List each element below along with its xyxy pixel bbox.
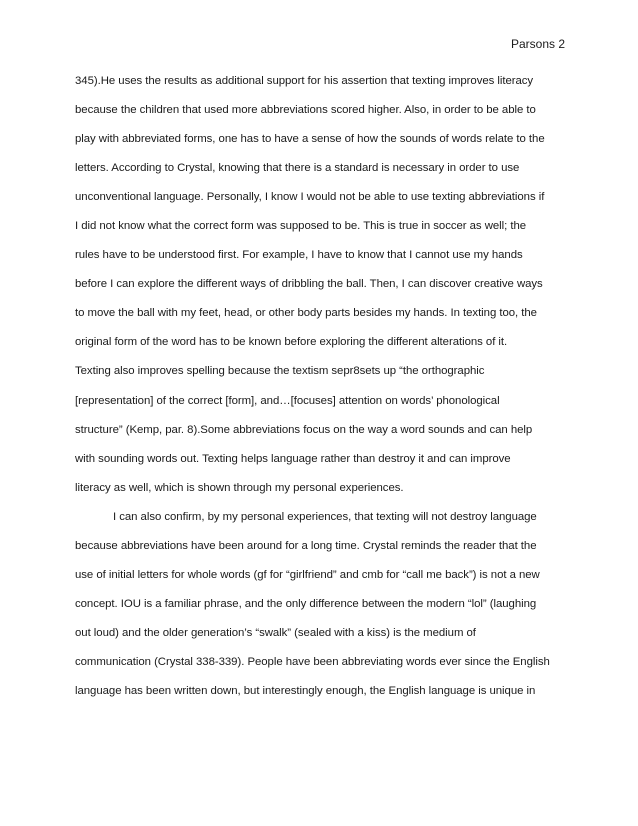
text-line: [representation] of the correct [form], and…[focuses] attention on words’ phonological (75, 394, 500, 407)
text-line: 345).He uses the results as additional support for his assertion that texting improves literacy (75, 75, 534, 87)
text-line: I did not know what the correct form was supposed to be. This is true in soccer as well; the (75, 220, 527, 233)
text-line: concept. IOU is a familiar phrase, and the only difference between the modern “lol” (laughing (75, 597, 537, 610)
text-line: literacy as well, which is shown through my personal experiences. (75, 481, 404, 494)
text-line: out loud) and the older generation’s “swalk” (sealed with a kiss) is the medium of (75, 626, 476, 639)
text-line: original form of the word has to be known before exploring the different alterations of it. (75, 336, 508, 349)
running-head: Parsons 2 (510, 37, 565, 51)
text-line: because abbreviations have been around for a long time. Crystal reminds the reader that the (75, 539, 537, 552)
text-line: unconventional language. Personally, I know I would not be able to use texting abbreviations if (75, 191, 545, 204)
text-line: before I can explore the different ways of dribbling the ball. Then, I can discover creative ways (75, 278, 543, 291)
text-line: letters. According to Crystal, knowing that there is a standard is necessary in order to use (75, 162, 520, 175)
text-line: rules have to be understood first. For example, I have to know that I cannot use my hands (75, 249, 523, 262)
text-line: because the children that used more abbreviations scored higher. Also, in order to be able to (75, 104, 536, 117)
text-line: play with abbreviated forms, one has to have a sense of how the sounds of words relate to the (75, 133, 545, 146)
text-line: to move the ball with my feet, head, or other body parts besides my hands. In texting too, the (75, 307, 537, 320)
text-line: with sounding words out. Texting helps language rather than destroy it and can improve (75, 452, 511, 465)
text-line: Texting also improves spelling because the textism sepr8sets up “the orthographic (75, 365, 485, 378)
text-line: structure” (Kemp, par. 8).Some abbreviations focus on the way a word sounds and can help (75, 423, 533, 436)
text-line: use of initial letters for whole words (gf for “girlfriend” and cmb for “call me back”) is not a new (75, 568, 540, 581)
text-line: communication (Crystal 338-339). People have been abbreviating words ever since the English (75, 655, 550, 668)
text-line: language has been written down, but interestingly enough, the English language is unique in (75, 684, 536, 697)
paragraph-first-line: I can also confirm, by my personal experiences, that texting will not destroy language (113, 510, 537, 523)
body-text (75, 67, 565, 706)
